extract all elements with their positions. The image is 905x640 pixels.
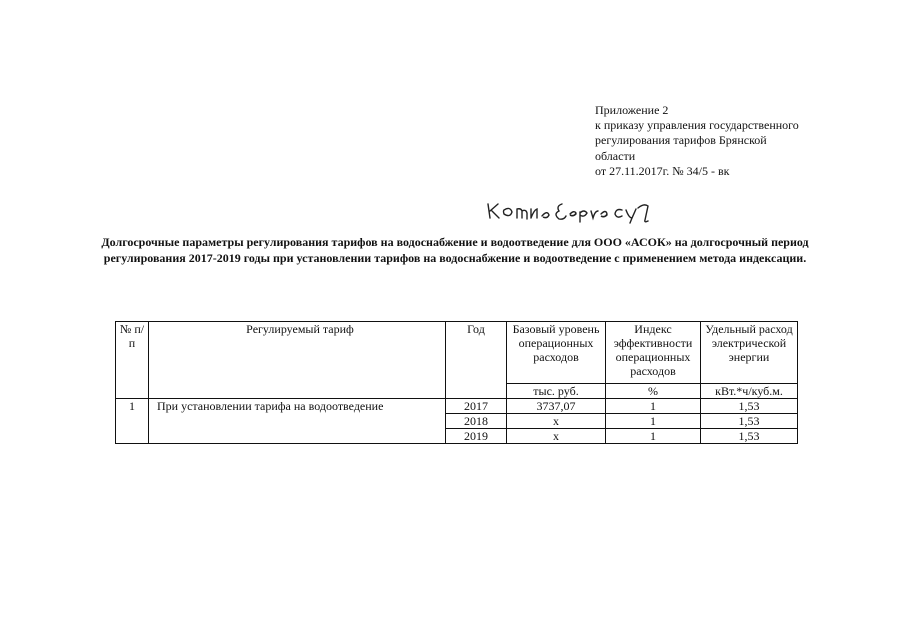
table-header-row [116,322,798,384]
appendix-line: к приказу управления государственного [595,118,799,133]
row-index: 1 [606,399,701,414]
unit-index: % [606,384,701,399]
header-efficiency-index: Индекс эффективности операционных расходов [606,322,701,384]
document-title: Долгосрочные параметры регулирования тарифов на водоснабжение и водоотведение для ООО «АСОК» на долгосрочный период регулирования 2017-2019 годы при установлении тарифов на водоснабжение и водоотведение с применением метода индексации. [101,235,809,265]
row-year: 2019 [446,429,507,444]
row-base: 3737,07 [507,399,606,414]
header-base-level: Базовый уровень операционных расходов [507,322,606,384]
row-energy: 1,53 [701,429,798,444]
appendix-line: области [595,148,636,163]
row-energy: 1,53 [701,414,798,429]
unit-base: тыс. руб. [507,384,606,399]
header-num: № п/п [116,322,149,399]
row-base: х [507,429,606,444]
row-year: 2018 [446,414,507,429]
tariff-parameters-table [115,321,798,444]
appendix-line: Приложение 2 [595,103,669,117]
row-base: х [507,414,606,429]
row-index: 1 [606,414,701,429]
appendix-line: от 27.11.2017г. № 34/5 - вк [595,163,730,178]
header-tariff: Регулируемый тариф [149,322,446,399]
unit-energy: кВт.*ч/куб.м. [701,384,798,399]
appendix-block [595,103,875,179]
row-index: 1 [606,429,701,444]
row-num: 1 [116,399,149,444]
header-energy-consumption: Удельный расход электрической энергии [701,322,798,384]
row-energy: 1,53 [701,399,798,414]
appendix-line: регулирования тарифов Брянской [595,133,767,148]
row-tariff: При установлении тарифа на водоотведение [149,399,446,444]
row-year: 2017 [446,399,507,414]
handwritten-signature [484,196,654,224]
table-row [116,399,798,414]
header-year: Год [446,322,507,399]
